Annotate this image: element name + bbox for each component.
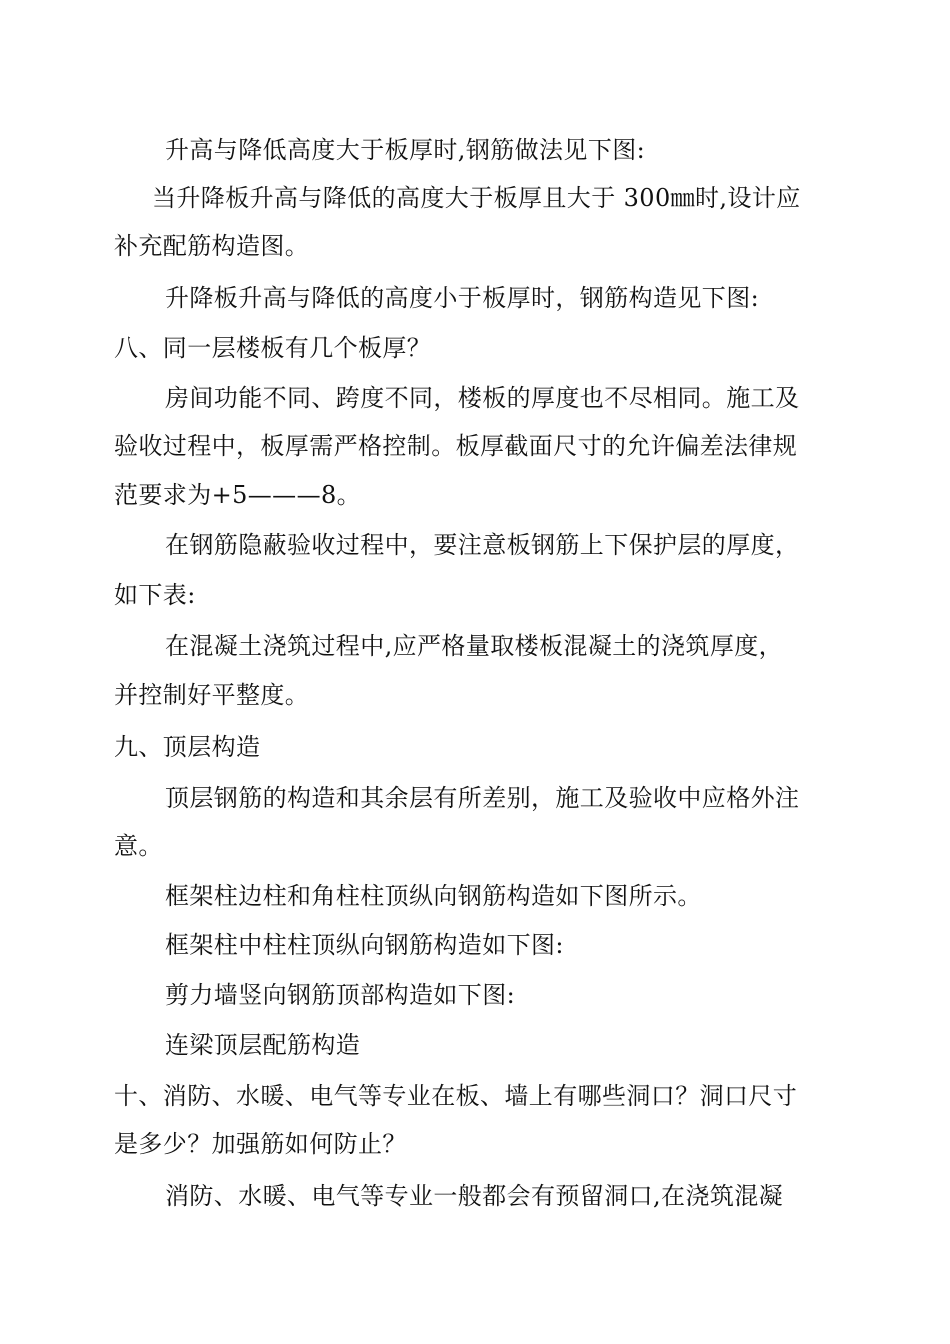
text-line: 框架柱边柱和角柱柱顶纵向钢筋构造如下图所示。 — [165, 882, 702, 910]
text-line: 并控制好平整度。 — [114, 681, 310, 709]
text-line: 范要求为+5———8。 — [114, 481, 362, 509]
section-heading: 九、顶层构造 — [114, 733, 261, 761]
text-line: 如下表: — [114, 581, 196, 609]
text-line: 验收过程中，板厚需严格控制。板厚截面尺寸的允许偏差法律规 — [114, 432, 798, 460]
text-line: 消防、水暖、电气等专业一般都会有预留洞口,在浇筑混凝 — [165, 1182, 784, 1210]
text-line: 房间功能不同、跨度不同，楼板的厚度也不尽相同。施工及 — [165, 384, 800, 412]
text-line: 升降板升高与降低的高度小于板厚时，钢筋构造见下图: — [165, 284, 760, 312]
section-heading: 十、消防、水暖、电气等专业在板、墙上有哪些洞口？洞口尺寸 — [114, 1082, 798, 1110]
text-line: 升高与降低高度大于板厚时,钢筋做法见下图: — [165, 136, 646, 164]
text-line: 补充配筋构造图。 — [114, 232, 310, 260]
text-line: 在钢筋隐蔽验收过程中，要注意板钢筋上下保护层的厚度， — [165, 531, 800, 559]
text-line: 剪力墙竖向钢筋顶部构造如下图: — [165, 981, 516, 1009]
text-line: 框架柱中柱柱顶纵向钢筋构造如下图: — [165, 931, 564, 959]
text-line: 当升降板升高与降低的高度大于板厚且大于 300㎜时,设计应 — [152, 184, 801, 212]
text-line: 顶层钢筋的构造和其余层有所差别，施工及验收中应格外注 — [165, 784, 800, 812]
text-line: 连梁顶层配筋构造 — [165, 1031, 361, 1059]
section-heading: 是多少？加强筋如何防止？ — [114, 1130, 407, 1158]
section-heading: 八、同一层楼板有几个板厚？ — [114, 334, 432, 362]
text-line: 在混凝土浇筑过程中,应严格量取楼板混凝土的浇筑厚度， — [165, 632, 784, 660]
text-line: 意。 — [114, 832, 163, 860]
